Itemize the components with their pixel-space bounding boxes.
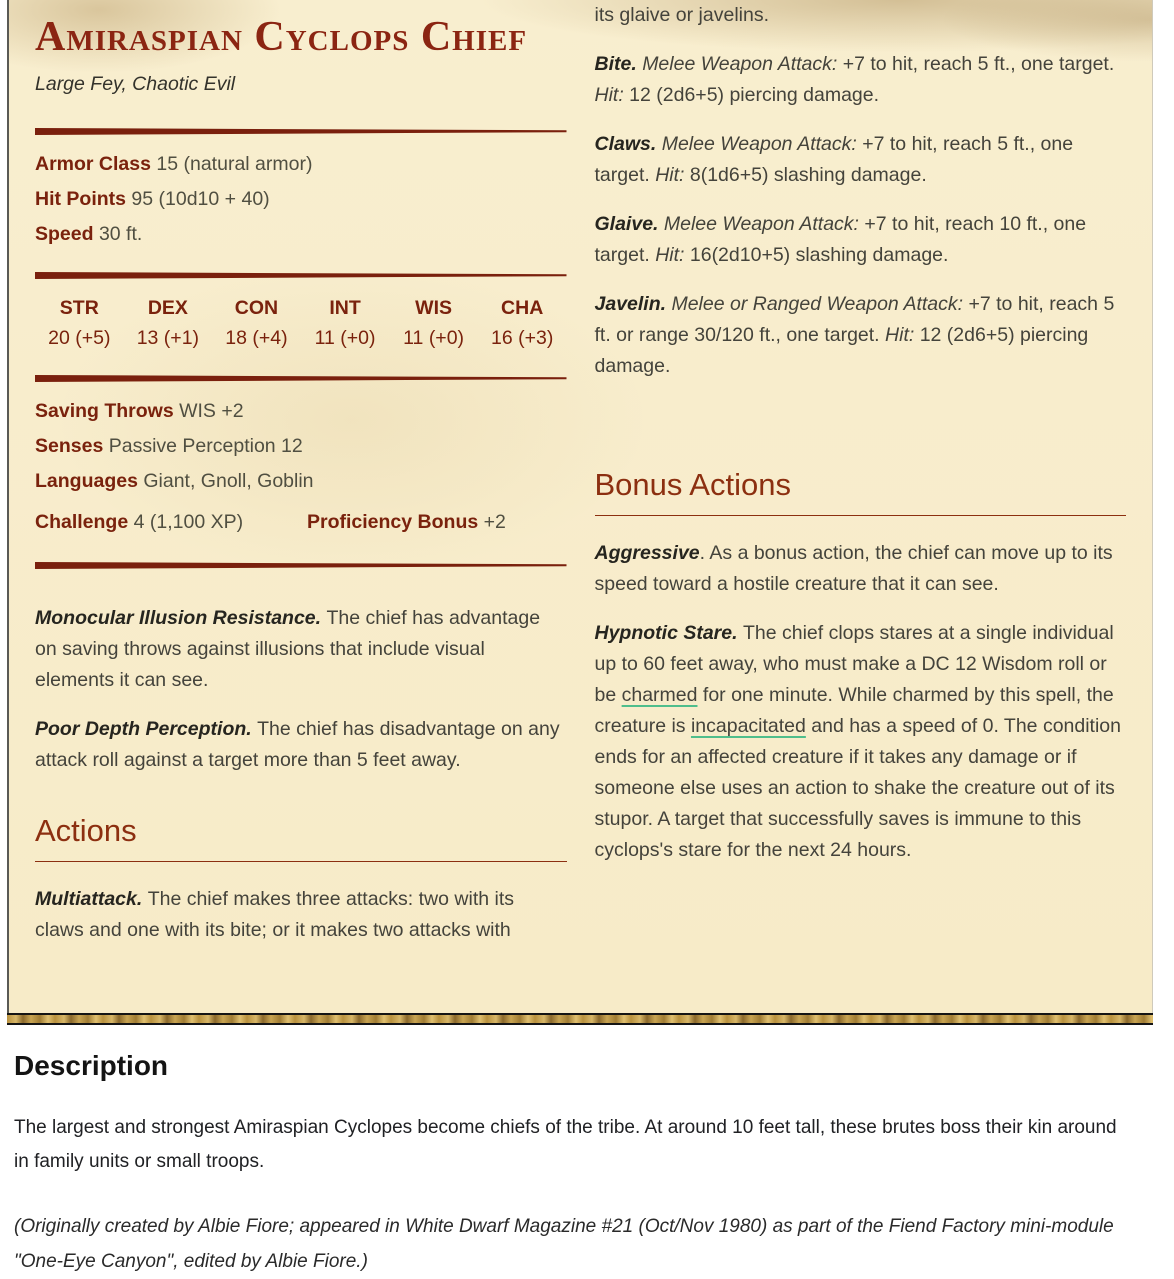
ability-wis: WIS 11 (+0)	[403, 297, 465, 349]
languages-label: Languages	[35, 470, 144, 492]
speed-row	[35, 217, 567, 252]
challenge-row	[35, 505, 567, 540]
senses-row	[35, 429, 567, 464]
tapered-divider	[35, 272, 567, 279]
senses-value: Passive Perception 12	[108, 435, 303, 457]
hit-points-value: 95 (10d10 + 40)	[131, 188, 270, 210]
action-bite: Bite. Melee Weapon Attack: +7 to hit, reach 5 ft., one target. Hit: 12 (2d6+5) piercing damage.	[594, 53, 1115, 106]
ability-cha: CHA 16 (+3)	[491, 297, 554, 349]
challenge-label: Challenge	[35, 511, 134, 533]
senses-label: Senses	[35, 435, 109, 457]
bonus-action-aggressive: Aggressive. As a bonus action, the chief can move up to its speed toward a hostile creature that it can see.	[594, 542, 1113, 595]
stat-block-right-column	[595, 0, 1127, 1013]
description-text: The largest and strongest Amiraspian Cyclopes become chiefs of the tribe. At around 10 feet tall, these brutes boss their kin around in family units or small troops.	[14, 1117, 1117, 1172]
armor-class-label: Armor Class	[35, 153, 157, 175]
trait-monocular-illusion-resistance: Monocular Illusion Resistance. The chief has advantage on saving throws against illusions that include visual elements it can see.	[35, 607, 541, 691]
hit-points-label: Hit Points	[35, 188, 132, 210]
description-section	[0, 1025, 1174, 1279]
creature-subtitle: Large Fey, Chaotic Evil	[35, 73, 236, 95]
action-glaive: Glaive. Melee Weapon Attack: +7 to hit, reach 10 ft., one target. Hit: 16(2d10+5) slashing damage.	[594, 213, 1087, 266]
saving-throws-row	[35, 394, 567, 429]
trait-poor-depth-perception: Poor Depth Perception. The chief has disadvantage on any attack roll against a target more than 5 feet away.	[35, 718, 560, 771]
detail-stats	[35, 394, 567, 540]
description-heading: Description	[14, 1050, 169, 1081]
challenge-value: 4 (1,100 XP)	[133, 511, 244, 533]
proficiency-bonus-value: +2	[483, 511, 506, 533]
wooden-border-bar	[7, 1013, 1153, 1025]
armor-class-row	[35, 147, 567, 182]
stat-block-frame	[7, 0, 1153, 1025]
ability-scores	[35, 293, 567, 353]
tapered-divider	[35, 562, 567, 569]
description-credit: (Originally created by Albie Fiore; appeared in White Dwarf Magazine #21 (Oct/Nov 1980) as part of the Fiend Factory mini-module "One-Eye Canyon", edited by Albie Fiore.)	[14, 1216, 1114, 1272]
action-multiattack-continued: its glaive or javelins.	[594, 4, 769, 26]
action-claws: Claws. Melee Weapon Attack: +7 to hit, reach 5 ft., one target. Hit: 8(1d6+5) slashing damage.	[594, 133, 1074, 186]
action-multiattack: Multiattack. The chief makes three attacks: two with its claws and one with its bite; or it makes two attacks with	[35, 888, 514, 941]
core-stats	[35, 147, 567, 252]
charmed-condition-link[interactable]: charmed	[621, 684, 698, 706]
saving-throws-value: WIS +2	[179, 400, 244, 422]
challenge-pair	[35, 505, 307, 540]
bonus-action-hypnotic-stare: Hypnotic Stare. The chief clops stares at a single individual up to 60 feet away, who must make a DC 12 Wisdom roll or be charmed for one minute. While charmed by this spell, the creature is incapacitated and has a speed of 0. The condition ends for an affected creature if it takes any damage or if someone else uses an action to shake the creature out of its stupor. A target that successfully saves is immune to this cyclops's stare for the next 24 hours.	[594, 622, 1121, 861]
proficiency-pair	[307, 511, 506, 533]
stat-block-left-column	[35, 0, 567, 1013]
proficiency-bonus-label: Proficiency Bonus	[307, 511, 484, 533]
actions-heading: Actions	[35, 814, 567, 862]
stat-block	[7, 0, 1153, 1013]
bonus-actions-heading: Bonus Actions	[595, 468, 1127, 516]
ability-dex: DEX 13 (+1)	[136, 297, 200, 349]
speed-label: Speed	[35, 223, 99, 245]
incapacitated-condition-link[interactable]: incapacitated	[690, 715, 806, 737]
ability-con: CON 18 (+4)	[225, 297, 288, 349]
saving-throws-label: Saving Throws	[35, 400, 180, 422]
armor-class-value: 15 (natural armor)	[156, 153, 313, 175]
tapered-divider	[35, 128, 567, 135]
languages-row	[35, 464, 567, 499]
tapered-divider	[35, 375, 567, 382]
ability-int: INT 11 (+0)	[314, 297, 376, 349]
hit-points-row	[35, 182, 567, 217]
speed-value: 30 ft.	[98, 223, 143, 245]
languages-value: Giant, Gnoll, Goblin	[143, 470, 314, 492]
action-javelin: Javelin. Melee or Ranged Weapon Attack: +7 to hit, reach 5 ft. or range 30/120 ft., one target. Hit: 12 (2d6+5) piercing damage.	[594, 293, 1115, 377]
creature-name: Amiraspian Cyclops Chief	[35, 14, 528, 60]
ability-str: STR 20 (+5)	[48, 297, 111, 349]
